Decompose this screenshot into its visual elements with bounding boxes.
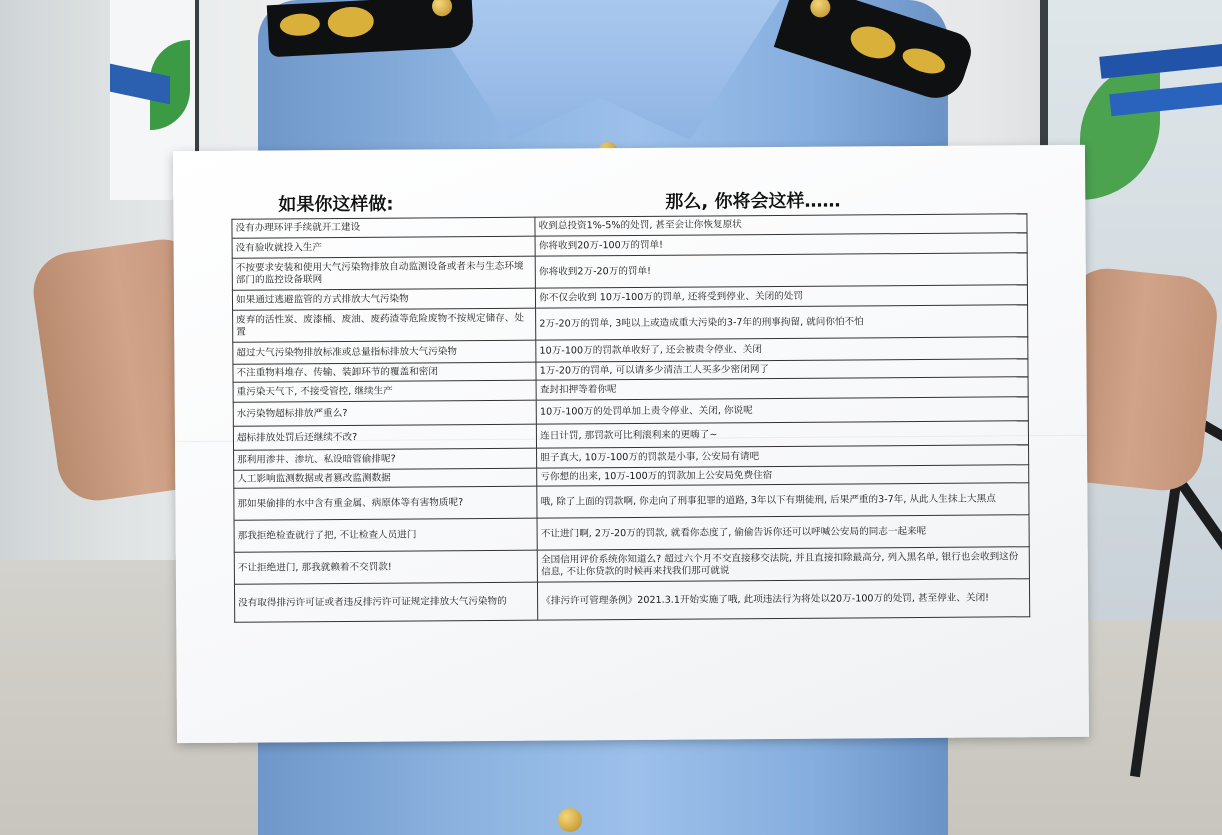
wing-emblem-icon (900, 44, 949, 79)
consequence-cell: 亏你想的出来, 10万-100万的罚款加上公安局免费住宿 (537, 465, 1029, 486)
consequence-cell: 收到总投资1%-5%的处罚, 甚至会让你恢复原状 (535, 214, 1027, 236)
action-cell: 废弃的活性炭、废漆桶、废油、废药渣等危险废物不按规定储存、处置 (233, 308, 536, 342)
consequence-cell: 哦, 除了上面的罚款啊, 你走向了刑事犯罪的道路, 3年以下有期徒刑, 后果严重的3-7年, 从此人生抹上大黑点 (537, 483, 1029, 518)
emblem-icon (847, 21, 900, 64)
notice-sheet (173, 145, 1089, 743)
action-cell: 不按要求安装和使用大气污染物排放自动监测设备或者未与生态环境部门的监控设备联网 (232, 256, 535, 290)
action-cell: 人工影响监测数据或者篡改监测数据 (234, 468, 537, 488)
action-cell: 没有取得排污许可证或者违反排污许可证规定排放大气污染物的 (234, 582, 537, 622)
consequence-cell: 2万-20万的罚单, 3吨以上或造成重大污染的3-7年的刑事拘留, 就问你怕不怕 (536, 305, 1028, 340)
consequence-cell: 10万-100万的处罚单加上责令停业、关闭, 你说呢 (536, 397, 1028, 424)
action-cell: 不让拒绝进门, 那我就赖着不交罚款! (234, 550, 537, 584)
consequence-cell: 你将收到20万-100万的罚单! (535, 233, 1027, 256)
action-cell: 重污染天气下, 不接受管控, 继续生产 (233, 380, 536, 402)
right-poster-leaf (1080, 60, 1160, 200)
consequence-cell: 胆子真大, 10万-100万的罚款是小事, 公安局有请吧 (537, 445, 1029, 468)
right-column-heading: 那么, 你将会这样…… (665, 190, 841, 213)
epaulet-button-icon (432, 0, 453, 17)
epaulet-button-icon (808, 0, 833, 20)
action-cell: 不注重物料堆存、传输、装卸环节的覆盖和密闭 (233, 362, 536, 382)
right-poster-swoosh-top (1099, 43, 1222, 78)
consequence-cell: 《排污许可管理条例》2021.3.1开始实施了哦, 此项违法行为将处以20万-100万的处罚, 甚至停业、关闭! (538, 579, 1030, 620)
consequence-cell: 不让进门啊, 2万-20万的罚款, 就看你态度了, 偷偷告诉你还可以呼喊公安局的同志一起来呢 (537, 515, 1029, 550)
action-cell: 那利用渗井、渗坑、私设暗管偷排呢? (234, 448, 537, 470)
emblem-icon (327, 6, 375, 38)
consequence-cell: 1万-20万的罚单, 可以请多少清洁工人买多少密闭网了 (536, 359, 1028, 380)
consequence-cell: 你不仅会收到 10万-100万的罚单, 还将受到停业、关闭的处罚 (536, 285, 1028, 308)
action-cell: 那如果偷排的水中含有重金属、病原体等有害物质呢? (234, 486, 537, 520)
action-cell: 超标排放处罚后还继续不改? (233, 424, 536, 450)
left-column-heading: 如果你这样做: (278, 193, 394, 216)
action-cell: 那我拒绝检查就行了把, 不让检查人员进门 (234, 518, 537, 552)
consequence-cell: 你将收到2万-20万的罚单! (535, 253, 1027, 288)
consequence-cell: 全国信用评价系统你知道么? 超过六个月不交直接移交法院, 并且直接扣除最高分, 列入黑名单, 银行也会收到这份信息, 不让你贷款的时候再来找我们那可就说 (537, 547, 1029, 582)
wing-emblem-icon (279, 13, 320, 37)
action-cell: 水污染物超标排放严重么? (233, 400, 536, 426)
action-cell: 如果通过逃避监管的方式排放大气污染物 (232, 288, 535, 310)
consequence-cell: 连日计罚, 那罚款可比利滚利来的更嗨了~ (537, 421, 1029, 448)
consequence-cell: 10万-100万的罚款单收好了, 还会被责令停业、关闭 (536, 337, 1028, 362)
consequence-cell: 查封扣押等着你呢 (536, 377, 1028, 400)
action-cell: 超过大气污染物排放标准或总量指标排放大气污染物 (233, 340, 536, 364)
violation-penalty-table (231, 213, 1030, 623)
action-cell: 没有验收就投入生产 (232, 236, 535, 258)
table-row (234, 579, 1029, 623)
action-cell: 没有办理环评手续就开工建设 (232, 217, 535, 238)
shirt-button-icon (558, 808, 582, 832)
